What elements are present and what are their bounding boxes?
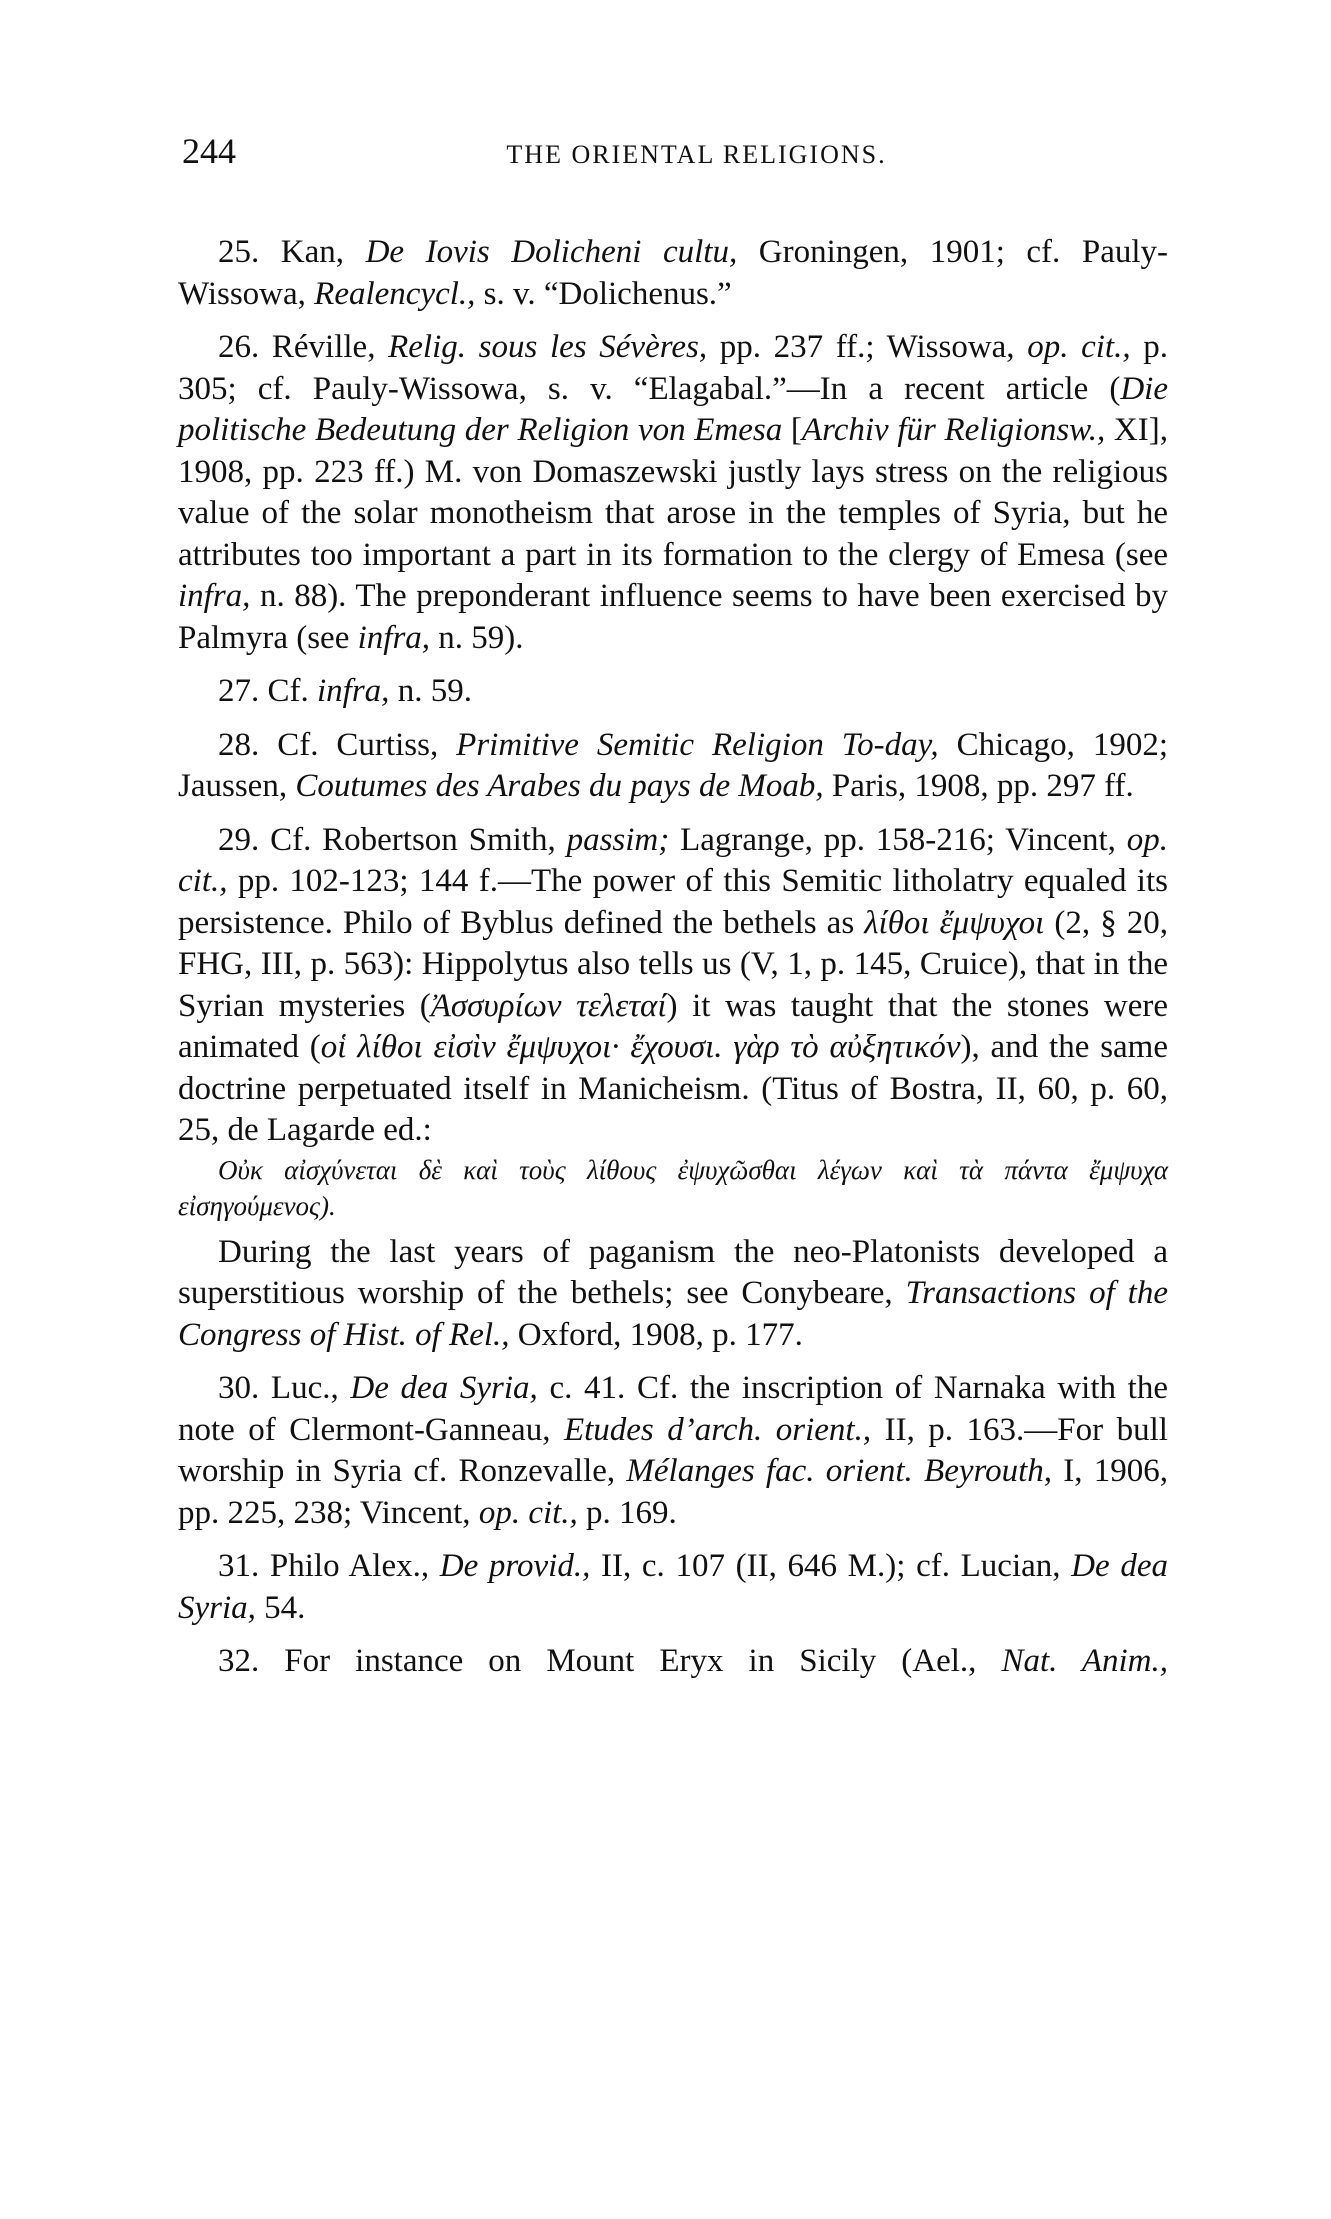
italic-run: Nat. Anim.,: [1001, 1643, 1168, 1679]
text-run: n. 88). The preponderant influence seems to have been exercised by Palmyra (see: [178, 578, 1168, 656]
italic-run: op. cit.,: [1027, 329, 1131, 365]
text-run: p. 169.: [577, 1494, 677, 1531]
text-run: 30. Luc.,: [218, 1370, 351, 1406]
italic-run: οἱ λίθοι εἰσὶν ἔμψυχοι· ἔχουσι. γὰρ τὸ αὐξητικόν: [320, 1029, 961, 1065]
text-run: Lagrange, pp. 158-216; Vincent,: [669, 821, 1127, 858]
italic-run: Die politische Bedeutung der Religion von Emesa: [178, 370, 1168, 448]
note-29: [178, 820, 1168, 1152]
note-26: [178, 327, 1168, 659]
page-number: 244: [182, 131, 236, 171]
text-run: I, 1906, pp. 225, 238; Vincent,: [178, 1453, 1168, 1531]
note-25: [178, 232, 1168, 315]
text-run: 54.: [255, 1589, 306, 1626]
italic-run: De provid.,: [439, 1548, 591, 1584]
text-run: During the last years of paganism the neo-Platonists developed a superstitious worship of the bethels; see Conybeare,: [178, 1233, 1168, 1311]
italic-run: De Iovis Dolicheni cultu,: [365, 234, 738, 270]
italic-run: Etudes d’arch. orient.,: [563, 1411, 872, 1448]
note-27: [178, 671, 1168, 713]
italic-run: Coutumes des Arabes du pays de Moab,: [295, 768, 824, 804]
italic-run: op. cit.,: [478, 1494, 578, 1531]
page-header: [182, 130, 1171, 180]
text-run: II, p. 163.—For bull worship in Syria cf. Ronzevalle,: [178, 1411, 1168, 1489]
text-run: 25. Kan,: [218, 234, 366, 270]
italic-run: op. cit.,: [178, 821, 1168, 899]
italic-run: infra,: [178, 578, 251, 614]
note-32: [178, 1641, 1168, 1683]
text-run: (2, § 20, FHG, III, p. 563): Hippolytus also tells us (V, 1, p. 145, Cruice), that in the Syrian mysteries (: [178, 904, 1169, 1024]
text-run: 28. Cf. Curtiss,: [218, 726, 457, 763]
text-run: pp. 237 ff.; Wissowa,: [707, 329, 1028, 365]
italic-run: Archiv für Religionsw.,: [801, 412, 1106, 448]
text-run: c. 41. Cf. the inscription of Narnaka with the note of Clermont-Ganneau,: [178, 1370, 1168, 1448]
italic-run: Realencycl.,: [314, 275, 476, 312]
note-28: [178, 725, 1168, 808]
note-31: [178, 1546, 1168, 1629]
text-run: Chicago, 1902; Jaussen,: [178, 726, 1168, 804]
text-run: Paris, 1908, pp. 297 ff.: [823, 768, 1134, 804]
text-run: ) it was taught that the stones were animated (: [178, 987, 1168, 1065]
text-run: ), and the same doctrine perpetuated itself in Manicheism. (Titus of Bostra, II, 60, p. 60, 25, de Lagarde ed.:: [178, 1029, 1168, 1148]
text-run: Groningen, 1901; cf. Pauly-Wissowa,: [178, 234, 1168, 312]
italic-run: λίθοι ἔμψυχοι: [864, 904, 1045, 941]
greek-quotation: Οὐκ αἰσχύνεται δὲ καὶ τοὺς λίθους ἐψυχῶσθαι λέγων καὶ τὰ πάντα ἔμψυχα εἰσηγούμενος).: [178, 1154, 1168, 1221]
text-run: n. 59).: [430, 619, 524, 656]
italic-run: Transactions of the Congress of Hist. of Rel.,: [178, 1275, 1168, 1353]
text-run: 32. For instance on Mount Eryx in Sicily (Ael.,: [218, 1643, 1002, 1679]
text-run: n. 59.: [389, 673, 472, 709]
text-run: pp. 102-123; 144 f.—The power of this Semitic litholatry equaled its persistence. Philo of Byblus defined the bethels as: [178, 863, 1168, 941]
text-run: 26. Réville,: [218, 329, 389, 365]
text-run: Oxford, 1908, p. 177.: [509, 1316, 803, 1353]
text-run: [: [782, 412, 802, 448]
text-run: 29. Cf. Robertson Smith,: [218, 821, 567, 858]
text-run: II, c. 107 (II, 646 M.); cf. Lucian,: [590, 1548, 1072, 1584]
italic-run: infra,: [357, 619, 431, 656]
text-run: s. v. “Dolichenus.”: [475, 275, 732, 312]
italic-run: Mélanges fac. orient. Beyrouth,: [626, 1453, 1053, 1489]
italic-run: Relig. sous les Sévères,: [388, 329, 708, 365]
endnotes-block: [178, 232, 1168, 1695]
text-run: p. 305; cf. Pauly-Wissowa, s. v. “Elagabal.”—In a recent article (: [178, 329, 1168, 407]
text-run: 31. Philo Alex.,: [218, 1548, 440, 1584]
italic-run: De dea Syria,: [350, 1370, 538, 1406]
note-30: [178, 1368, 1168, 1534]
text-run: XI], 1908, pp. 223 ff.) M. von Domaszewski justly lays stress on the religious value of the solar monotheism that arose in the temples of Syria, but he attributes too important a part in its formation to the clergy of Emesa (see: [178, 412, 1168, 573]
italic-run: De dea Syria,: [178, 1548, 1168, 1626]
text-run: 27. Cf.: [218, 673, 317, 709]
italic-run: Primitive Semitic Religion To-day,: [456, 726, 939, 763]
italic-run: passim;: [566, 821, 670, 858]
italic-run: Ἀσσυρίων τελεταί: [430, 987, 667, 1024]
italic-run: infra,: [317, 673, 390, 709]
running-head: THE ORIENTAL RELIGIONS.: [506, 140, 887, 169]
note-29-continuation: [178, 1232, 1168, 1357]
